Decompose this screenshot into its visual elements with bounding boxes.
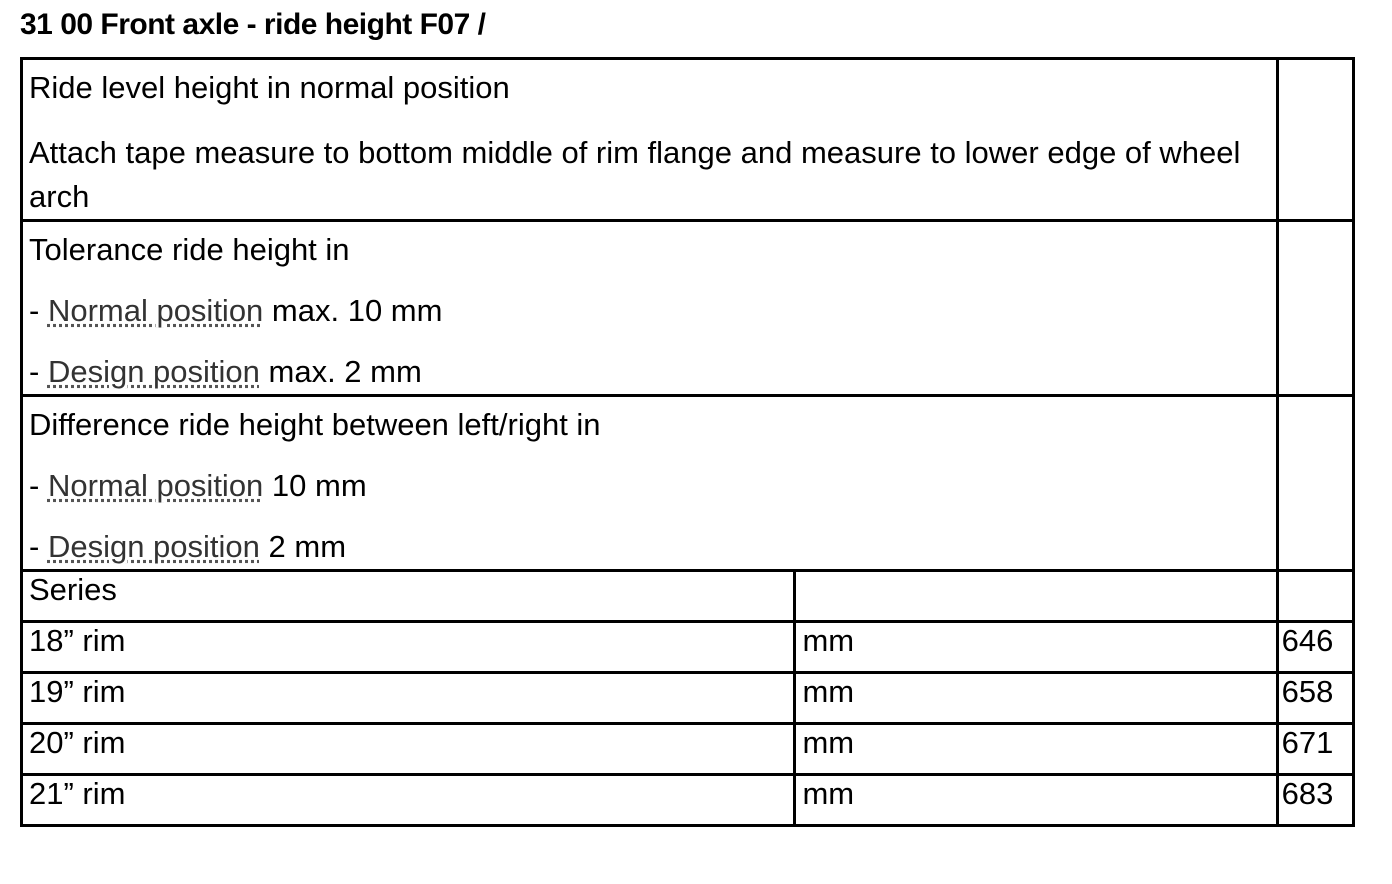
tolerance-item-normal [29, 268, 1272, 329]
tolerance-heading: Tolerance ride height in [29, 232, 350, 267]
bullet-dash: - [29, 293, 48, 328]
table-row [22, 775, 1354, 826]
bullet-dash: - [29, 468, 48, 503]
ride-height-value: 658 [1277, 673, 1353, 724]
tolerance-design-value: max. 2 mm [259, 354, 422, 389]
series-header-row [22, 571, 1354, 622]
tolerance-value-cell [1277, 221, 1353, 396]
design-position-link[interactable]: Design position [47, 529, 260, 564]
series-unit-header [795, 571, 1277, 622]
rim-size: 21” rim [22, 775, 795, 826]
rim-size: 18” rim [22, 622, 795, 673]
series-value-header [1277, 571, 1353, 622]
difference-value-cell [1277, 396, 1353, 571]
difference-item-normal [29, 443, 1272, 504]
difference-heading: Difference ride height between left/right in [29, 407, 601, 442]
ride-level-heading: Ride level height in normal position [29, 70, 510, 105]
unit: mm [795, 724, 1277, 775]
table-row [22, 673, 1354, 724]
rim-size: 20” rim [22, 724, 795, 775]
unit: mm [795, 673, 1277, 724]
unit: mm [795, 775, 1277, 826]
difference-normal-value: 10 mm [263, 468, 367, 503]
difference-row [22, 396, 1354, 571]
ride-level-value-cell [1277, 59, 1353, 221]
normal-position-link[interactable]: Normal position [47, 468, 264, 503]
ride-height-value: 671 [1277, 724, 1353, 775]
series-header: Series [22, 571, 795, 622]
tolerance-normal-value: max. 10 mm [263, 293, 443, 328]
ride-level-instruction: Attach tape measure to bottom middle of rim flange and measure to lower edge of wheel arch [29, 135, 1241, 214]
ride-height-table [20, 57, 1355, 827]
tolerance-item-design [29, 329, 1272, 390]
tolerance-row [22, 221, 1354, 396]
bullet-dash: - [29, 354, 48, 389]
ride-height-value: 683 [1277, 775, 1353, 826]
bullet-dash: - [29, 529, 48, 564]
design-position-link[interactable]: Design position [47, 354, 260, 389]
ride-level-row [22, 59, 1354, 221]
table-row [22, 724, 1354, 775]
ride-level-cell [22, 59, 1278, 221]
normal-position-link[interactable]: Normal position [47, 293, 264, 328]
difference-cell [22, 396, 1278, 571]
ride-height-value: 646 [1277, 622, 1353, 673]
difference-item-design [29, 504, 1272, 565]
page-title: 31 00 Front axle - ride height F07 / [20, 8, 486, 41]
rim-size: 19” rim [22, 673, 795, 724]
unit: mm [795, 622, 1277, 673]
table-row [22, 622, 1354, 673]
difference-design-value: 2 mm [259, 529, 347, 564]
tolerance-cell [22, 221, 1278, 396]
